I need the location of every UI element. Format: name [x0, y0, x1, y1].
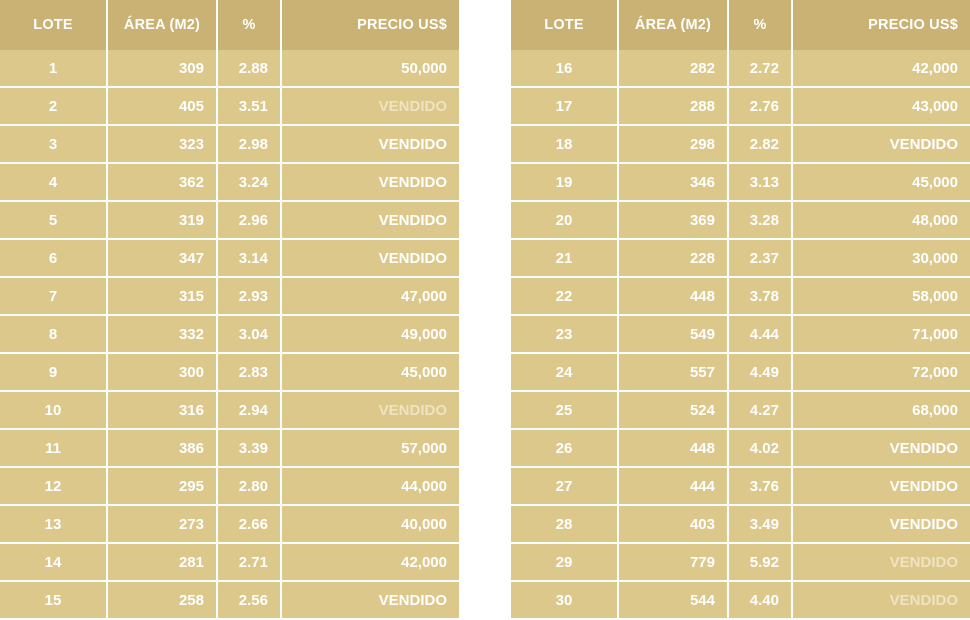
cell-precio-sold: VENDIDO — [793, 544, 970, 582]
cell-precio: 45,000 — [793, 164, 970, 202]
cell-area: 524 — [619, 392, 729, 430]
cell-percent: 2.83 — [218, 354, 282, 392]
table-row — [0, 164, 459, 202]
cell-precio: 42,000 — [282, 544, 459, 582]
table-row — [511, 506, 970, 544]
cell-area: 403 — [619, 506, 729, 544]
table-header-right — [511, 0, 970, 50]
cell-precio: 58,000 — [793, 278, 970, 316]
cell-lote: 22 — [511, 278, 619, 316]
cell-percent: 2.72 — [729, 50, 793, 88]
table-row — [511, 544, 970, 582]
cell-lote: 4 — [0, 164, 108, 202]
table-row — [511, 316, 970, 354]
cell-precio-sold: VENDIDO — [282, 392, 459, 430]
cell-precio: 48,000 — [793, 202, 970, 240]
table-body-left — [0, 50, 459, 620]
cell-percent: 2.76 — [729, 88, 793, 126]
cell-area: 298 — [619, 126, 729, 164]
cell-lote: 28 — [511, 506, 619, 544]
column-separator — [459, 0, 511, 606]
cell-lote: 7 — [0, 278, 108, 316]
cell-lote: 18 — [511, 126, 619, 164]
table-row — [0, 316, 459, 354]
cell-lote: 11 — [0, 430, 108, 468]
cell-percent: 2.98 — [218, 126, 282, 164]
header-area: ÁREA (M2) — [619, 0, 729, 50]
lotes-table-right — [511, 0, 970, 620]
cell-area: 323 — [108, 126, 218, 164]
lotes-table-left — [0, 0, 459, 620]
table-row — [0, 582, 459, 620]
cell-area: 444 — [619, 468, 729, 506]
table-row — [0, 126, 459, 164]
cell-precio-sold: VENDIDO — [793, 430, 970, 468]
cell-lote: 24 — [511, 354, 619, 392]
cell-lote: 30 — [511, 582, 619, 620]
cell-precio: 68,000 — [793, 392, 970, 430]
cell-percent: 5.92 — [729, 544, 793, 582]
cell-area: 309 — [108, 50, 218, 88]
cell-precio-sold: VENDIDO — [282, 126, 459, 164]
left-table-block — [0, 0, 459, 620]
table-row — [0, 88, 459, 126]
cell-precio-sold: VENDIDO — [282, 164, 459, 202]
cell-area: 315 — [108, 278, 218, 316]
table-row — [511, 126, 970, 164]
header-area: ÁREA (M2) — [108, 0, 218, 50]
cell-percent: 3.04 — [218, 316, 282, 354]
cell-precio-sold: VENDIDO — [282, 582, 459, 620]
cell-area: 557 — [619, 354, 729, 392]
cell-precio-sold: VENDIDO — [793, 468, 970, 506]
cell-lote: 3 — [0, 126, 108, 164]
table-row — [0, 430, 459, 468]
cell-precio: 47,000 — [282, 278, 459, 316]
table-row — [0, 392, 459, 430]
header-lote: LOTE — [0, 0, 108, 50]
cell-area: 332 — [108, 316, 218, 354]
cell-area: 448 — [619, 430, 729, 468]
right-table-block — [511, 0, 970, 620]
cell-percent: 2.82 — [729, 126, 793, 164]
header-row — [0, 0, 459, 50]
header-row — [511, 0, 970, 50]
cell-lote: 21 — [511, 240, 619, 278]
cell-lote: 16 — [511, 50, 619, 88]
cell-precio: 44,000 — [282, 468, 459, 506]
cell-area: 295 — [108, 468, 218, 506]
cell-area: 300 — [108, 354, 218, 392]
table-row — [511, 164, 970, 202]
table-header-left — [0, 0, 459, 50]
table-row — [511, 582, 970, 620]
cell-percent: 2.37 — [729, 240, 793, 278]
header-pct: % — [729, 0, 793, 50]
cell-lote: 25 — [511, 392, 619, 430]
cell-percent: 3.49 — [729, 506, 793, 544]
cell-percent: 2.80 — [218, 468, 282, 506]
table-row — [0, 468, 459, 506]
table-row — [511, 278, 970, 316]
table-row — [0, 278, 459, 316]
table-row — [0, 544, 459, 582]
cell-percent: 2.93 — [218, 278, 282, 316]
cell-area: 544 — [619, 582, 729, 620]
cell-lote: 2 — [0, 88, 108, 126]
cell-area: 288 — [619, 88, 729, 126]
cell-area: 549 — [619, 316, 729, 354]
cell-lote: 6 — [0, 240, 108, 278]
cell-area: 405 — [108, 88, 218, 126]
cell-precio-sold: VENDIDO — [793, 126, 970, 164]
cell-lote: 10 — [0, 392, 108, 430]
cell-percent: 2.96 — [218, 202, 282, 240]
cell-lote: 17 — [511, 88, 619, 126]
cell-precio-sold: VENDIDO — [282, 240, 459, 278]
cell-precio-sold: VENDIDO — [282, 202, 459, 240]
cell-precio-sold: VENDIDO — [793, 582, 970, 620]
cell-precio: 72,000 — [793, 354, 970, 392]
cell-percent: 2.94 — [218, 392, 282, 430]
header-precio: PRECIO US$ — [282, 0, 459, 50]
cell-percent: 3.24 — [218, 164, 282, 202]
cell-percent: 4.49 — [729, 354, 793, 392]
table-row — [511, 240, 970, 278]
cell-area: 448 — [619, 278, 729, 316]
cell-area: 281 — [108, 544, 218, 582]
cell-percent: 4.02 — [729, 430, 793, 468]
cell-area: 346 — [619, 164, 729, 202]
cell-lote: 19 — [511, 164, 619, 202]
cell-lote: 8 — [0, 316, 108, 354]
cell-area: 273 — [108, 506, 218, 544]
cell-percent: 3.14 — [218, 240, 282, 278]
cell-area: 282 — [619, 50, 729, 88]
cell-percent: 3.13 — [729, 164, 793, 202]
cell-lote: 20 — [511, 202, 619, 240]
cell-percent: 3.39 — [218, 430, 282, 468]
cell-lote: 27 — [511, 468, 619, 506]
cell-percent: 4.40 — [729, 582, 793, 620]
cell-lote: 14 — [0, 544, 108, 582]
cell-area: 228 — [619, 240, 729, 278]
table-row — [511, 50, 970, 88]
table-row — [0, 50, 459, 88]
cell-percent: 2.66 — [218, 506, 282, 544]
table-row — [511, 354, 970, 392]
table-row — [0, 202, 459, 240]
cell-area: 362 — [108, 164, 218, 202]
cell-area: 258 — [108, 582, 218, 620]
cell-percent: 4.27 — [729, 392, 793, 430]
header-precio: PRECIO US$ — [793, 0, 970, 50]
cell-precio: 45,000 — [282, 354, 459, 392]
cell-lote: 15 — [0, 582, 108, 620]
cell-percent: 3.51 — [218, 88, 282, 126]
table-row — [0, 354, 459, 392]
table-row — [511, 468, 970, 506]
cell-precio: 57,000 — [282, 430, 459, 468]
cell-precio: 40,000 — [282, 506, 459, 544]
cell-percent: 2.88 — [218, 50, 282, 88]
cell-percent: 2.71 — [218, 544, 282, 582]
cell-percent: 3.28 — [729, 202, 793, 240]
cell-area: 369 — [619, 202, 729, 240]
table-row — [511, 430, 970, 468]
cell-precio: 50,000 — [282, 50, 459, 88]
cell-precio-sold: VENDIDO — [793, 506, 970, 544]
cell-lote: 12 — [0, 468, 108, 506]
cell-percent: 2.56 — [218, 582, 282, 620]
table-row — [511, 392, 970, 430]
table-row — [0, 240, 459, 278]
table-row — [511, 202, 970, 240]
cell-precio-sold: VENDIDO — [282, 88, 459, 126]
table-body-right — [511, 50, 970, 620]
cell-lote: 13 — [0, 506, 108, 544]
header-pct: % — [218, 0, 282, 50]
cell-lote: 1 — [0, 50, 108, 88]
cell-precio: 49,000 — [282, 316, 459, 354]
cell-lote: 26 — [511, 430, 619, 468]
cell-percent: 3.78 — [729, 278, 793, 316]
table-row — [511, 88, 970, 126]
header-lote: LOTE — [511, 0, 619, 50]
cell-area: 319 — [108, 202, 218, 240]
cell-lote: 29 — [511, 544, 619, 582]
cell-percent: 4.44 — [729, 316, 793, 354]
cell-precio: 42,000 — [793, 50, 970, 88]
cell-percent: 3.76 — [729, 468, 793, 506]
cell-precio: 71,000 — [793, 316, 970, 354]
cell-area: 347 — [108, 240, 218, 278]
cell-area: 316 — [108, 392, 218, 430]
cell-area: 386 — [108, 430, 218, 468]
table-row — [0, 506, 459, 544]
cell-lote: 9 — [0, 354, 108, 392]
cell-precio: 43,000 — [793, 88, 970, 126]
cell-lote: 5 — [0, 202, 108, 240]
cell-precio: 30,000 — [793, 240, 970, 278]
cell-area: 779 — [619, 544, 729, 582]
cell-lote: 23 — [511, 316, 619, 354]
